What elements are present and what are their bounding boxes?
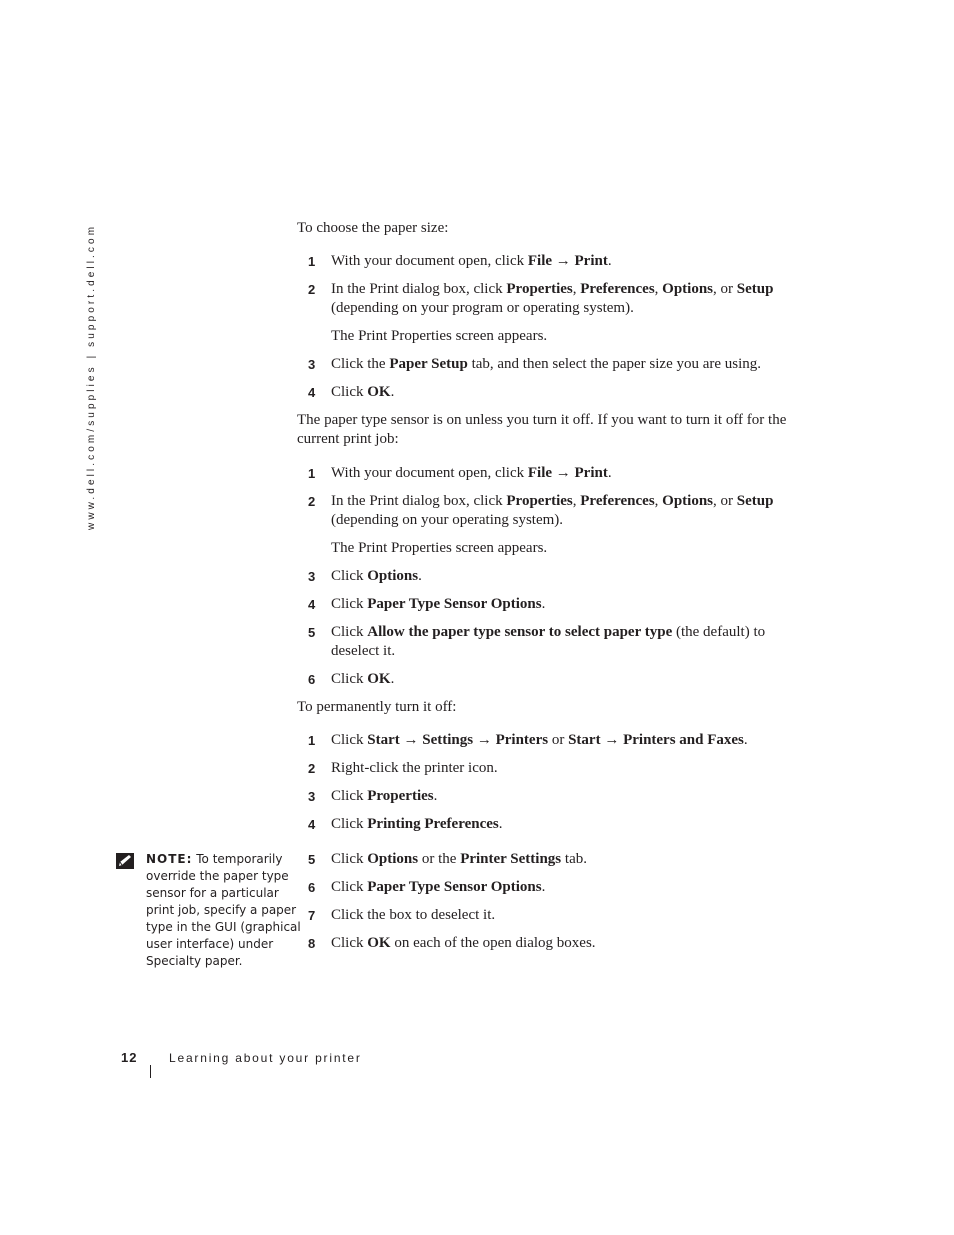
text: The paper type sensor is on unless you turn it off. If you want to turn it off for the current print job: xyxy=(297,412,787,447)
list-item xyxy=(308,670,808,689)
text: → xyxy=(399,732,423,748)
ui-term: Properties xyxy=(506,493,573,509)
text: tab, and then select the paper size you are using. xyxy=(467,356,762,372)
ui-term: Allow the paper type sensor to select paper type xyxy=(367,624,673,640)
text: Click the xyxy=(331,356,390,372)
step-number: 3 xyxy=(308,789,316,804)
text: Click the box to deselect it. xyxy=(331,907,496,923)
text: Click xyxy=(331,879,368,895)
list-item xyxy=(308,850,808,869)
list-item xyxy=(308,815,808,834)
text: → xyxy=(473,732,496,748)
text: , or xyxy=(713,493,737,509)
text: Click xyxy=(331,568,368,584)
step-text xyxy=(331,670,808,689)
step-text xyxy=(331,934,808,953)
step-text xyxy=(331,759,808,778)
pencil-note-icon xyxy=(116,853,134,869)
paragraph xyxy=(297,698,807,717)
text: The Print Properties screen appears. xyxy=(331,328,548,344)
step-number: 6 xyxy=(308,672,316,687)
list-item xyxy=(308,759,808,778)
ui-term: Print xyxy=(574,253,608,269)
text: . xyxy=(418,568,422,584)
ui-term: Printers xyxy=(495,732,549,748)
text: . xyxy=(433,788,438,804)
text: Right-click the printer icon. xyxy=(331,760,498,776)
ui-term: Settings xyxy=(422,732,474,748)
text: → xyxy=(552,465,575,481)
note-text: To temporarily override the paper type sensor for a particular print job, specify a paper type in the GUI (graphical user interface) under Specialty paper. xyxy=(146,852,301,968)
step-text xyxy=(331,383,808,402)
ui-term: Printers and Faxes xyxy=(623,732,744,748)
ui-term: Paper Setup xyxy=(389,356,468,372)
list-item xyxy=(308,934,808,953)
step-number: 1 xyxy=(308,733,316,748)
list-item xyxy=(308,731,808,750)
text: (depending on your operating system). xyxy=(331,512,564,528)
note-label: NOTE: xyxy=(146,852,193,866)
text: (depending on your program or operating system). xyxy=(331,300,634,316)
list-item xyxy=(308,355,808,374)
list-item xyxy=(308,567,808,586)
text: . xyxy=(541,879,546,895)
list-item xyxy=(308,464,808,483)
footer-divider xyxy=(150,1065,151,1078)
text: Click xyxy=(331,732,368,748)
text: The Print Properties screen appears. xyxy=(331,540,548,556)
ui-term: File xyxy=(527,253,553,269)
list-item xyxy=(308,595,808,614)
ui-term: Setup xyxy=(736,281,774,297)
text: → xyxy=(552,253,575,269)
text: Click xyxy=(331,788,368,804)
step-text xyxy=(331,464,808,483)
text: tab. xyxy=(561,851,587,867)
paragraph xyxy=(297,219,807,238)
text: , xyxy=(572,281,581,297)
text: . xyxy=(498,816,503,832)
step-text xyxy=(331,355,808,374)
text: Click xyxy=(331,671,368,687)
text: . xyxy=(607,253,612,269)
section-title: Learning about your printer xyxy=(169,1051,362,1065)
text: . xyxy=(390,384,395,400)
ui-term: Preferences xyxy=(580,281,655,297)
side-url: www.dell.com/supplies | support.dell.com xyxy=(86,223,97,530)
ui-term: Options xyxy=(662,281,714,297)
step-text xyxy=(331,492,808,530)
ui-term: OK xyxy=(367,671,391,687)
ui-term: File xyxy=(527,465,553,481)
text: . xyxy=(743,732,748,748)
text: , xyxy=(654,493,663,509)
step-number: 4 xyxy=(308,597,316,612)
text: Click xyxy=(331,851,368,867)
text: Click xyxy=(331,384,368,400)
page-number: 12 xyxy=(121,1050,138,1065)
ui-term: Printer Settings xyxy=(460,851,562,867)
text: , xyxy=(654,281,663,297)
list-item xyxy=(308,878,808,897)
text: Click xyxy=(331,816,368,832)
list-item xyxy=(308,906,808,925)
step-text xyxy=(331,850,808,869)
ui-term: Printing Preferences xyxy=(367,816,499,832)
step-text xyxy=(331,280,808,318)
step-number: 2 xyxy=(308,761,316,776)
note xyxy=(116,851,301,970)
step-text xyxy=(331,878,808,897)
ui-term: Start xyxy=(568,732,601,748)
step-number: 8 xyxy=(308,936,316,951)
ui-term: Setup xyxy=(736,493,774,509)
step-number: 6 xyxy=(308,880,316,895)
ui-term: Paper Type Sensor Options xyxy=(367,879,542,895)
ui-term: Preferences xyxy=(580,493,655,509)
text: With your document open, click xyxy=(331,465,528,481)
step-number: 3 xyxy=(308,569,316,584)
ui-term: OK xyxy=(367,384,391,400)
list-item xyxy=(308,787,808,806)
paragraph xyxy=(331,327,841,346)
step-text xyxy=(331,595,808,614)
step-number: 1 xyxy=(308,254,316,269)
step-number: 5 xyxy=(308,625,316,640)
list-item xyxy=(308,252,808,271)
text: . xyxy=(541,596,546,612)
text: To permanently turn it off: xyxy=(297,699,457,715)
step-text xyxy=(331,252,808,271)
text: (the default) to deselect it. xyxy=(331,624,766,659)
text: With your document open, click xyxy=(331,253,528,269)
step-number: 4 xyxy=(308,385,316,400)
text: → xyxy=(600,732,624,748)
step-number: 1 xyxy=(308,466,316,481)
list-item xyxy=(308,280,808,318)
ui-term: Options xyxy=(367,851,419,867)
step-text xyxy=(331,567,808,586)
step-number: 4 xyxy=(308,817,316,832)
list-item xyxy=(308,492,808,530)
step-text xyxy=(331,906,808,925)
ui-term: Properties xyxy=(367,788,434,804)
step-text xyxy=(331,623,808,661)
text: Click xyxy=(331,596,368,612)
step-number: 3 xyxy=(308,357,316,372)
text: , or xyxy=(713,281,737,297)
step-number: 7 xyxy=(308,908,316,923)
text: or the xyxy=(418,851,461,867)
text: Click xyxy=(331,624,368,640)
step-text xyxy=(331,787,808,806)
text: In the Print dialog box, click xyxy=(331,493,507,509)
ui-term: OK xyxy=(367,935,391,951)
ui-term: Options xyxy=(367,568,419,584)
list-item xyxy=(308,623,808,661)
text: , xyxy=(572,493,581,509)
text: To choose the paper size: xyxy=(297,220,449,236)
text: . xyxy=(390,671,395,687)
ui-term: Paper Type Sensor Options xyxy=(367,596,542,612)
ui-term: Print xyxy=(574,465,608,481)
text: Click xyxy=(331,935,368,951)
text: or xyxy=(548,732,569,748)
step-number: 2 xyxy=(308,494,316,509)
ui-term: Options xyxy=(662,493,714,509)
step-text xyxy=(331,815,808,834)
ui-term: Start xyxy=(367,732,400,748)
text: In the Print dialog box, click xyxy=(331,281,507,297)
step-number: 5 xyxy=(308,852,316,867)
step-number: 2 xyxy=(308,282,316,297)
text: . xyxy=(607,465,612,481)
text: on each of the open dialog boxes. xyxy=(390,935,596,951)
paragraph xyxy=(297,411,807,449)
step-text xyxy=(331,731,808,750)
ui-term: Properties xyxy=(506,281,573,297)
paragraph xyxy=(331,539,841,558)
list-item xyxy=(308,383,808,402)
